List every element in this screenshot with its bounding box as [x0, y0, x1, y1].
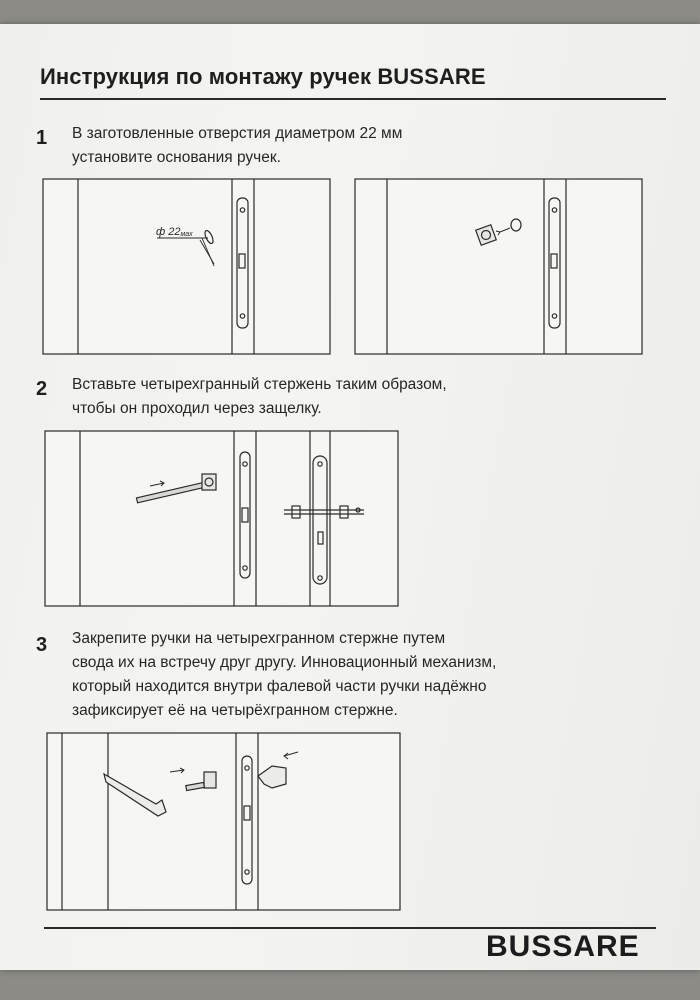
step-1-number: 1 — [36, 127, 48, 149]
step-3-line-4: зафиксирует её на четырёхгранном стержне. — [72, 702, 398, 719]
step-1-line-2: установите основания ручек. — [72, 149, 281, 166]
step-2-number: 2 — [36, 378, 48, 400]
handle-base-plate — [204, 772, 216, 788]
step-3-line-3: который находится внутри фалевой части ручки надёжно — [72, 678, 487, 695]
title-divider — [40, 98, 666, 100]
step-2-figure — [44, 430, 400, 608]
door-frame — [47, 733, 400, 910]
footer-divider — [44, 927, 656, 929]
step-2-line-1: Вставьте четырехгранный стержень таким образом, — [72, 376, 447, 393]
step-1-figure-a — [42, 178, 332, 356]
step-3-line-2: свода их на встречу друг другу. Инновационный механизм, — [72, 654, 497, 671]
page-title: Инструкция по монтажу ручек BUSSARE — [40, 64, 486, 89]
brand-logo-text: BUSSARE — [486, 930, 640, 963]
handle-base-plate — [202, 474, 216, 490]
step-2-text — [72, 373, 447, 421]
step-2-line-2: чтобы он проходил через защелку. — [72, 400, 322, 417]
step-1-text — [72, 122, 402, 170]
step-3-line-1: Закрепите ручки на четырехгранном стержне путем — [72, 630, 446, 647]
step-3-number: 3 — [36, 634, 48, 656]
step-1-figure-b — [354, 178, 644, 356]
instruction-sheet — [0, 24, 700, 970]
door-frame — [355, 179, 642, 354]
step-3-figure — [46, 732, 402, 912]
step-1-line-1: В заготовленные отверстия диаметром 22 мм — [72, 125, 403, 142]
door-frame — [43, 179, 330, 354]
diameter-label: ф 22мах — [156, 226, 193, 238]
step-3-text — [72, 627, 496, 723]
